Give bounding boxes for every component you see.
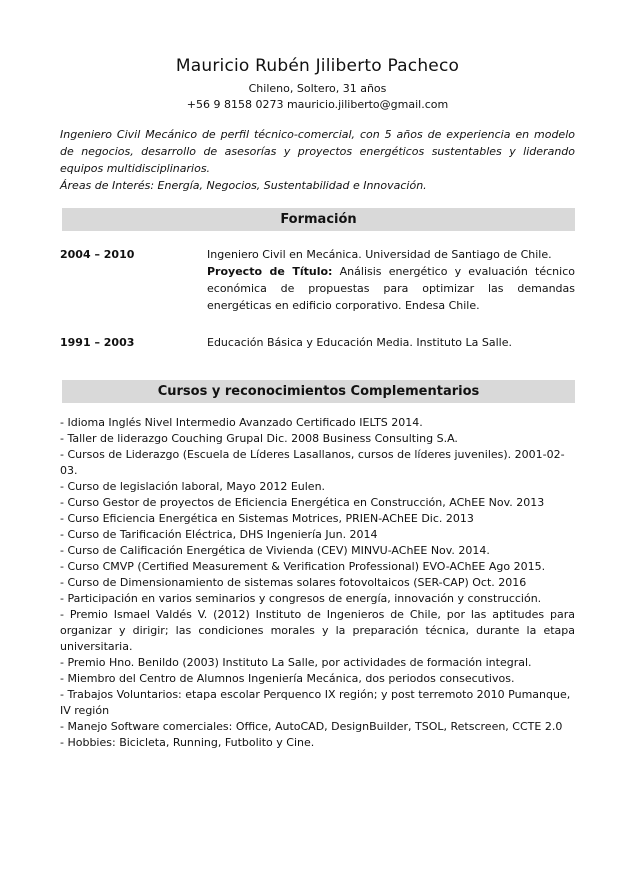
education-detail	[207, 246, 575, 314]
list-item: - Hobbies: Bicicleta, Running, Futbolito y Cine.	[60, 736, 315, 749]
list-item: - Curso de Tarificación Eléctrica, DHS Ingeniería Jun. 2014	[60, 528, 378, 541]
list-item: - Curso de legislación laboral, Mayo 2012 Eulen.	[60, 480, 326, 493]
profile-text: Ingeniero Civil Mecánico de perfil técnico-comercial, con 5 años de experiencia en modelo de negocios, desarrollo de asesorías y proyectos energéticos sustentables y liderando equipos multidisciplinarios.	[60, 128, 575, 175]
list-item: - Taller de liderazgo Couching Grupal Dic. 2008 Business Consulting S.A.	[60, 432, 458, 445]
section-header-formacion: Formación	[62, 208, 575, 231]
list-item: - Idioma Inglés Nivel Intermedio Avanzado Certificado IELTS 2014.	[60, 416, 423, 429]
list-item: - Miembro del Centro de Alumnos Ingeniería Mecánica, dos periodos consecutivos.	[60, 672, 515, 685]
education-degree: Educación Básica y Educación Media. Instituto La Salle.	[207, 336, 512, 349]
list-item: - Curso de Calificación Energética de Vivienda (CEV) MINVU-AChEE Nov. 2014.	[60, 544, 490, 557]
education-list	[60, 246, 575, 351]
list-item: - Premio Hno. Benildo (2003) Instituto La Salle, por actividades de formación integral.	[60, 656, 532, 669]
interests-text: Áreas de Interés: Energía, Negocios, Sustentabilidad e Innovación.	[60, 179, 427, 192]
section-header-cursos: Cursos y reconocimientos Complementarios	[62, 380, 575, 403]
list-item: - Participación en varios seminarios y congresos de energía, innovación y construcción.	[60, 592, 542, 605]
thesis-project	[207, 263, 575, 314]
education-period: 1991 – 2003	[60, 336, 135, 349]
education-degree: Ingeniero Civil en Mecánica. Universidad de Santiago de Chile.	[207, 248, 552, 261]
list-item: - Curso CMVP (Certified Measurement & Verification Professional) EVO-AChEE Ago 2015.	[60, 560, 546, 573]
list-item: - Trabajos Voluntarios: etapa escolar Perquenco IX región; y post terremoto 2010 Pumanque, IV región	[60, 688, 571, 717]
courses-list	[60, 415, 575, 751]
candidate-name: Mauricio Rubén Jiliberto Pacheco	[175, 56, 460, 76]
education-entry	[60, 246, 575, 314]
list-item: - Curso Eficiencia Energética en Sistemas Motrices, PRIEN-AChEE Dic. 2013	[60, 512, 474, 525]
thesis-text: Análisis energético y evaluación técnico económica de propuestas para optimizar las demandas energéticas en edificio corporativo. Endesa Chile.	[207, 265, 575, 312]
education-detail	[207, 334, 575, 351]
list-item: - Cursos de Liderazgo (Escuela de Líderes Lasallanos, cursos de líderes juveniles). 2001-02-03.	[60, 448, 565, 477]
list-item: - Curso de Dimensionamiento de sistemas solares fotovoltaicos (SER-CAP) Oct. 2016	[60, 576, 527, 589]
resume-page	[0, 55, 638, 881]
education-entry	[60, 334, 575, 351]
list-item: - Manejo Software comerciales: Office, AutoCAD, DesignBuilder, TSOL, Retscreen, CCTE 2.0	[60, 720, 563, 733]
contact-info: +56 9 8158 0273 mauricio.jiliberto@gmail.com	[186, 98, 449, 111]
list-item: - Premio Ismael Valdés V. (2012) Instituto de Ingenieros de Chile, por las aptitudes para organizar y dirigir; las condiciones morales y la preparación técnica, durante la etapa universitaria.	[60, 608, 575, 653]
education-period: 2004 – 2010	[60, 248, 135, 261]
thesis-label: Proyecto de Título:	[207, 265, 333, 278]
profile-summary	[60, 126, 575, 194]
personal-info: Chileno, Soltero, 31 años	[248, 82, 387, 95]
list-item: - Curso Gestor de proyectos de Eficiencia Energética en Construcción, AChEE Nov. 2013	[60, 496, 545, 509]
